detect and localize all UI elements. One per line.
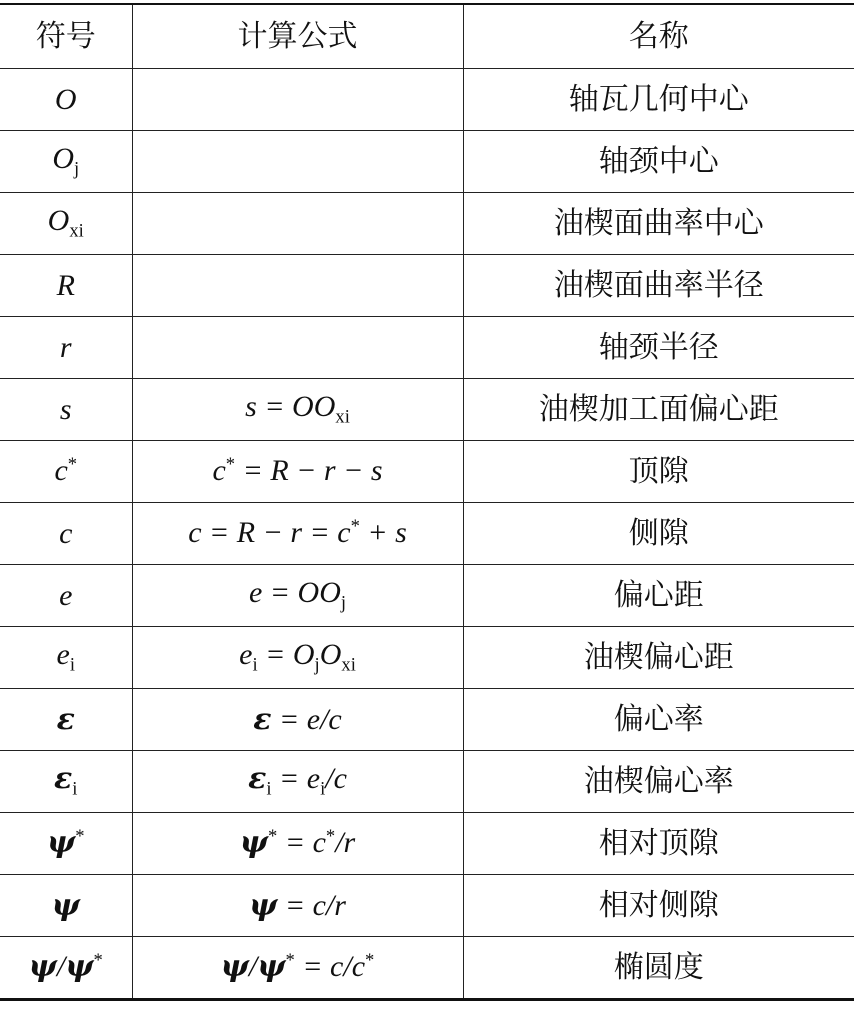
symbol-cell: O bbox=[0, 69, 132, 131]
table-row bbox=[0, 317, 854, 379]
name-cell: 相对侧隙 bbox=[463, 875, 854, 937]
symbol-cell: ψ* bbox=[0, 813, 132, 875]
table-row bbox=[0, 441, 854, 503]
name-cell: 偏心距 bbox=[463, 565, 854, 627]
table-row bbox=[0, 813, 854, 875]
symbol-cell: $O_j$ bbox=[0, 131, 132, 193]
name-cell: 侧隙 bbox=[463, 503, 854, 565]
formula-cell bbox=[132, 131, 463, 193]
name-cell: 油楔面曲率半径 bbox=[463, 255, 854, 317]
table-row bbox=[0, 131, 854, 193]
symbol-cell: R bbox=[0, 255, 132, 317]
formula-cell: $e = OO_j$ bbox=[132, 565, 463, 627]
formula-cell: ψ = c/r bbox=[132, 875, 463, 937]
table-row bbox=[0, 875, 854, 937]
name-cell: 轴颈半径 bbox=[463, 317, 854, 379]
name-cell: 油楔偏心距 bbox=[463, 627, 854, 689]
symbol-cell: $\varepsilon_i$ bbox=[0, 751, 132, 813]
symbol-cell: c* bbox=[0, 441, 132, 503]
name-cell: 偏心率 bbox=[463, 689, 854, 751]
formula-cell bbox=[132, 317, 463, 379]
formula-cell bbox=[132, 193, 463, 255]
name-cell: 油楔偏心率 bbox=[463, 751, 854, 813]
formula-cell: $s = OO_{xi}$ bbox=[132, 379, 463, 441]
symbol-cell: ψ/ψ* bbox=[0, 937, 132, 1000]
table-row bbox=[0, 751, 854, 813]
formula-cell: c = R − r = c* + s bbox=[132, 503, 463, 565]
table-row bbox=[0, 193, 854, 255]
name-cell: 油楔面曲率中心 bbox=[463, 193, 854, 255]
table-row bbox=[0, 379, 854, 441]
symbol-cell: s bbox=[0, 379, 132, 441]
table-row bbox=[0, 69, 854, 131]
symbol-cell: r bbox=[0, 317, 132, 379]
symbol-cell: ε bbox=[0, 689, 132, 751]
header-symbol: 符号 bbox=[0, 4, 132, 69]
formula-cell: ε = e/c bbox=[132, 689, 463, 751]
table-row bbox=[0, 565, 854, 627]
parameter-table bbox=[0, 3, 854, 1001]
header-formula: 计算公式 bbox=[132, 4, 463, 69]
formula-cell bbox=[132, 255, 463, 317]
formula-cell: $\varepsilon_i = e_i/c$ bbox=[132, 751, 463, 813]
symbol-cell: e bbox=[0, 565, 132, 627]
table-row bbox=[0, 627, 854, 689]
name-cell: 轴颈中心 bbox=[463, 131, 854, 193]
formula-cell: ψ* = c*/r bbox=[132, 813, 463, 875]
header-row bbox=[0, 4, 854, 69]
table-row bbox=[0, 255, 854, 317]
table-row bbox=[0, 689, 854, 751]
table-row bbox=[0, 503, 854, 565]
table-row bbox=[0, 937, 854, 1000]
symbol-cell: $e_i$ bbox=[0, 627, 132, 689]
name-cell: 油楔加工面偏心距 bbox=[463, 379, 854, 441]
header-name: 名称 bbox=[463, 4, 854, 69]
name-cell: 轴瓦几何中心 bbox=[463, 69, 854, 131]
formula-cell: $e_i = O_jO_{xi}$ bbox=[132, 627, 463, 689]
name-cell: 椭圆度 bbox=[463, 937, 854, 1000]
formula-cell: ψ/ψ* = c/c* bbox=[132, 937, 463, 1000]
symbol-cell: $O_{xi}$ bbox=[0, 193, 132, 255]
name-cell: 顶隙 bbox=[463, 441, 854, 503]
formula-cell: c* = R − r − s bbox=[132, 441, 463, 503]
symbol-cell: c bbox=[0, 503, 132, 565]
formula-cell bbox=[132, 69, 463, 131]
symbol-cell: ψ bbox=[0, 875, 132, 937]
name-cell: 相对顶隙 bbox=[463, 813, 854, 875]
table-body bbox=[0, 69, 854, 1000]
